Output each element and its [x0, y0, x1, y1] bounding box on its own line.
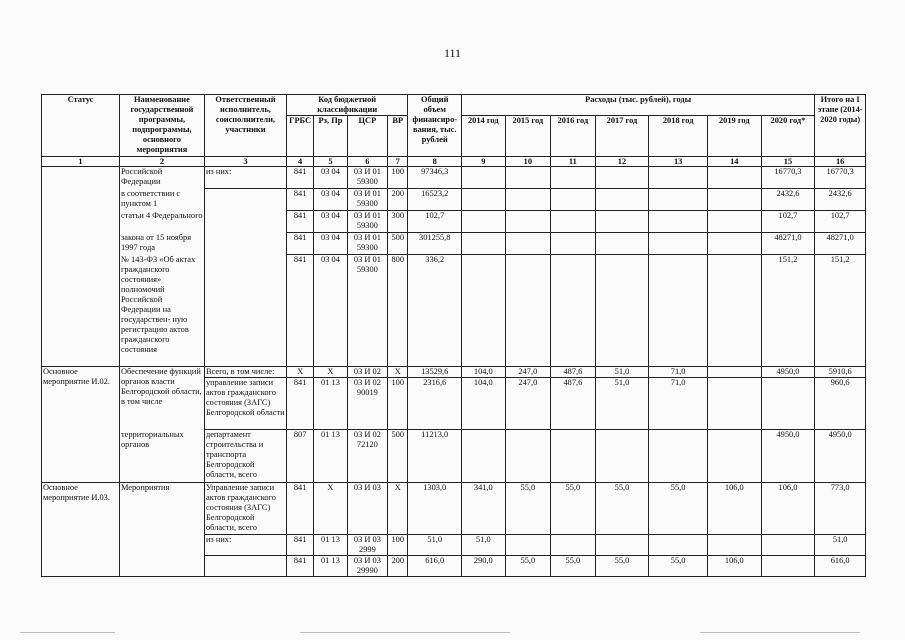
value-2015: 55,0	[505, 556, 551, 577]
rzpr-cell: 03 04	[314, 233, 347, 255]
header-2015: 2015 год	[505, 116, 551, 157]
value-2017	[595, 167, 649, 189]
value-2018	[649, 535, 708, 556]
table-row	[42, 233, 866, 255]
value-2019	[707, 535, 761, 556]
program-name-part: закона от 15 ноября 1997 года	[119, 233, 204, 255]
vr-cell: X	[388, 367, 408, 378]
value-2016: 55,0	[551, 483, 596, 535]
value-2014: 290,0	[462, 556, 506, 577]
rzpr-cell: 01 13	[314, 430, 347, 483]
column-number: 2	[119, 157, 204, 167]
column-number: 16	[815, 157, 866, 167]
value-2019	[707, 211, 761, 233]
rzpr-cell: X	[314, 483, 347, 535]
value-2015: 55,0	[505, 483, 551, 535]
value-2017	[595, 535, 649, 556]
budget-table	[41, 94, 866, 577]
table-row	[42, 367, 866, 378]
program-name-part: Российской Федерации	[119, 167, 204, 189]
csr-cell: 03 И 01 59300	[347, 255, 387, 367]
value-2015	[505, 167, 551, 189]
grbs-cell: 841	[286, 189, 313, 211]
table-row	[42, 255, 866, 367]
stage-total-cell: 102,7	[815, 211, 866, 233]
csr-cell: 03 И 03 29990	[347, 556, 387, 577]
status-cell	[42, 167, 120, 367]
scan-edge-mark	[300, 632, 510, 633]
stage-total-cell: 2432,6	[815, 189, 866, 211]
header-grbs: ГРБС	[286, 116, 313, 157]
value-2019	[707, 430, 761, 483]
responsible-cell: Всего, в том числе:	[204, 367, 286, 378]
csr-cell: 03 И 01 59300	[347, 189, 387, 211]
header-stage-total: Итого на I этапе (2014-2020 годы)	[815, 95, 866, 157]
value-2020: 4950,0	[761, 367, 815, 378]
grbs-cell: 841	[286, 233, 313, 255]
value-2019	[707, 378, 761, 430]
value-2015	[505, 430, 551, 483]
column-number-row	[42, 157, 866, 167]
value-2018: 71,0	[649, 378, 708, 430]
value-2020	[761, 378, 815, 430]
responsible-cell: управление записи актов гражданского состояния (ЗАГС) Белгородской области	[204, 378, 286, 430]
value-2018: 71,0	[649, 367, 708, 378]
column-number: 13	[649, 157, 708, 167]
grbs-cell: X	[286, 367, 313, 378]
csr-cell: 03 И 02 72120	[347, 430, 387, 483]
grbs-cell: 841	[286, 535, 313, 556]
responsible-cell: Управление записи актов гражданского состояния (ЗАГС) Белгородской области, всего	[204, 483, 286, 535]
value-2016	[551, 430, 596, 483]
value-2014: 51,0	[462, 535, 506, 556]
csr-cell: 03 И 03	[347, 483, 387, 535]
value-2015	[505, 233, 551, 255]
value-2019	[707, 167, 761, 189]
csr-cell: 03 И 03 2999	[347, 535, 387, 556]
value-2017	[595, 189, 649, 211]
header-2020: 2020 год*	[761, 116, 815, 157]
total-volume-cell: 11213,0	[408, 430, 462, 483]
value-2016: 55,0	[551, 556, 596, 577]
table-row	[42, 167, 866, 189]
value-2014	[462, 255, 506, 367]
program-name-part: № 143-ФЗ «Об актах гражданского состояния» полномочий Российской Федерации на государствен- ную регистрацию актов гражданского состояния	[119, 255, 204, 367]
column-number: 14	[707, 157, 761, 167]
value-2020	[761, 535, 815, 556]
vr-cell: X	[388, 483, 408, 535]
column-number: 11	[551, 157, 596, 167]
value-2017: 55,0	[595, 483, 649, 535]
vr-cell: 100	[388, 167, 408, 189]
value-2019: 106,0	[707, 556, 761, 577]
grbs-cell: 841	[286, 211, 313, 233]
csr-cell: 03 И 02 90019	[347, 378, 387, 430]
responsible-cell: из них:	[204, 167, 286, 189]
vr-cell: 200	[388, 189, 408, 211]
value-2020: 4950,0	[761, 430, 815, 483]
table-row	[42, 189, 866, 211]
responsible-cell: департамент строительства и транспорта Белгородской области, всего	[204, 430, 286, 483]
value-2017	[595, 430, 649, 483]
rzpr-cell: 03 04	[314, 189, 347, 211]
rzpr-cell: 03 04	[314, 211, 347, 233]
grbs-cell: 841	[286, 167, 313, 189]
rzpr-cell: 03 04	[314, 167, 347, 189]
scan-edge-mark	[20, 632, 115, 633]
header-2017: 2017 год	[595, 116, 649, 157]
grbs-cell: 841	[286, 483, 313, 535]
value-2020: 106,0	[761, 483, 815, 535]
value-2020: 2432,6	[761, 189, 815, 211]
value-2016	[551, 211, 596, 233]
value-2017: 51,0	[595, 378, 649, 430]
value-2014	[462, 167, 506, 189]
value-2015	[505, 535, 551, 556]
value-2016	[551, 233, 596, 255]
header-expenses: Расходы (тыс. рублей), годы	[462, 95, 815, 116]
stage-total-cell: 773,0	[815, 483, 866, 535]
header-status: Статус	[42, 95, 120, 157]
value-2014	[462, 233, 506, 255]
grbs-cell: 841	[286, 556, 313, 577]
program-name-part: Мероприятия	[119, 483, 204, 577]
value-2020	[761, 556, 815, 577]
status-cell: Основное мероприятие И.03.	[42, 483, 120, 577]
column-number: 4	[286, 157, 313, 167]
table-row	[42, 211, 866, 233]
value-2016	[551, 167, 596, 189]
stage-total-cell: 151,2	[815, 255, 866, 367]
column-number: 3	[204, 157, 286, 167]
value-2017: 55,0	[595, 556, 649, 577]
value-2015	[505, 255, 551, 367]
header-vr: ВР	[388, 116, 408, 157]
header-responsible: Ответственный исполнитель, соисполнители, участники	[204, 95, 286, 157]
header-2019: 2019 год	[707, 116, 761, 157]
value-2014	[462, 211, 506, 233]
stage-total-cell: 960,6	[815, 378, 866, 430]
grbs-cell: 841	[286, 255, 313, 367]
column-number: 1	[42, 157, 120, 167]
value-2019	[707, 233, 761, 255]
stage-total-cell: 48271,0	[815, 233, 866, 255]
value-2015	[505, 211, 551, 233]
value-2014	[462, 430, 506, 483]
value-2019	[707, 189, 761, 211]
column-number: 6	[347, 157, 387, 167]
table-row	[42, 483, 866, 535]
header-2018: 2018 год	[649, 116, 708, 157]
value-2014: 341,0	[462, 483, 506, 535]
total-volume-cell: 97346,3	[408, 167, 462, 189]
value-2018: 55,0	[649, 483, 708, 535]
csr-cell: 03 И 01 59300	[347, 233, 387, 255]
header-name: Наименование государственной программы, подпрограммы, основного мероприятия	[119, 95, 204, 157]
column-number: 9	[462, 157, 506, 167]
vr-cell: 300	[388, 211, 408, 233]
value-2017: 51,0	[595, 367, 649, 378]
value-2018	[649, 211, 708, 233]
column-number: 8	[408, 157, 462, 167]
grbs-cell: 807	[286, 430, 313, 483]
value-2018	[649, 255, 708, 367]
total-volume-cell: 51,0	[408, 535, 462, 556]
program-name-part: Обеспечение функций органов власти Белгородской области, в том числе	[119, 367, 204, 430]
value-2020: 16770,3	[761, 167, 815, 189]
rzpr-cell: 03 04	[314, 255, 347, 367]
column-number: 5	[314, 157, 347, 167]
value-2016	[551, 255, 596, 367]
rzpr-cell: X	[314, 367, 347, 378]
header-rzpr: Рз, Пр	[314, 116, 347, 157]
csr-cell: 03 И 01 59300	[347, 211, 387, 233]
total-volume-cell: 13529,6	[408, 367, 462, 378]
value-2015: 247,0	[505, 378, 551, 430]
value-2016	[551, 189, 596, 211]
scan-edge-mark	[700, 632, 860, 633]
stage-total-cell: 616,0	[815, 556, 866, 577]
vr-cell: 500	[388, 233, 408, 255]
value-2019	[707, 367, 761, 378]
value-2017	[595, 211, 649, 233]
value-2018	[649, 430, 708, 483]
rzpr-cell: 01 13	[314, 535, 347, 556]
stage-total-cell: 16770,3	[815, 167, 866, 189]
vr-cell: 100	[388, 378, 408, 430]
value-2018	[649, 233, 708, 255]
value-2014: 104,0	[462, 378, 506, 430]
value-2019	[707, 255, 761, 367]
value-2018	[649, 167, 708, 189]
value-2017	[595, 233, 649, 255]
column-number: 10	[505, 157, 551, 167]
csr-cell: 03 И 02	[347, 367, 387, 378]
stage-total-cell: 5910,6	[815, 367, 866, 378]
rzpr-cell: 01 13	[314, 556, 347, 577]
header-2014: 2014 год	[462, 116, 506, 157]
value-2015: 247,0	[505, 367, 551, 378]
value-2018: 55,0	[649, 556, 708, 577]
value-2020: 102,7	[761, 211, 815, 233]
total-volume-cell: 2316,6	[408, 378, 462, 430]
program-name-part: в соответствии с пунктом 1	[119, 189, 204, 211]
rzpr-cell: 01 13	[314, 378, 347, 430]
responsible-cell	[204, 189, 286, 367]
column-number: 12	[595, 157, 649, 167]
responsible-cell: из них:	[204, 535, 286, 556]
total-volume-cell: 301255,8	[408, 233, 462, 255]
value-2018	[649, 189, 708, 211]
stage-total-cell: 4950,0	[815, 430, 866, 483]
value-2020: 151,2	[761, 255, 815, 367]
total-volume-cell: 16523,2	[408, 189, 462, 211]
responsible-cell	[204, 556, 286, 577]
value-2014	[462, 189, 506, 211]
page-number: 111	[443, 46, 462, 60]
vr-cell: 100	[388, 535, 408, 556]
vr-cell: 500	[388, 430, 408, 483]
table-row	[42, 430, 866, 483]
stage-total-cell: 51,0	[815, 535, 866, 556]
total-volume-cell: 616,0	[408, 556, 462, 577]
program-name-part: территориальных органов	[119, 430, 204, 483]
csr-cell: 03 И 01 59300	[347, 167, 387, 189]
header-csr: ЦСР	[347, 116, 387, 157]
total-volume-cell: 336,2	[408, 255, 462, 367]
value-2019: 106,0	[707, 483, 761, 535]
value-2014: 104,0	[462, 367, 506, 378]
value-2017	[595, 255, 649, 367]
status-cell: Основное мероприятие И.02.	[42, 367, 120, 483]
total-volume-cell: 102,7	[408, 211, 462, 233]
value-2016	[551, 535, 596, 556]
column-number: 7	[388, 157, 408, 167]
value-2020: 48271,0	[761, 233, 815, 255]
program-name-part: статьи 4 Федерального	[119, 211, 204, 233]
header-budget-code: Код бюджетной классификации	[286, 95, 407, 116]
grbs-cell: 841	[286, 378, 313, 430]
header-total-volume: Общий объем финансиро- вания, тыс. рублей	[408, 95, 462, 157]
column-number: 15	[761, 157, 815, 167]
value-2015	[505, 189, 551, 211]
total-volume-cell: 1303,0	[408, 483, 462, 535]
value-2016: 487,6	[551, 367, 596, 378]
vr-cell: 200	[388, 556, 408, 577]
value-2016: 487,6	[551, 378, 596, 430]
vr-cell: 800	[388, 255, 408, 367]
header-2016: 2016 год	[551, 116, 596, 157]
